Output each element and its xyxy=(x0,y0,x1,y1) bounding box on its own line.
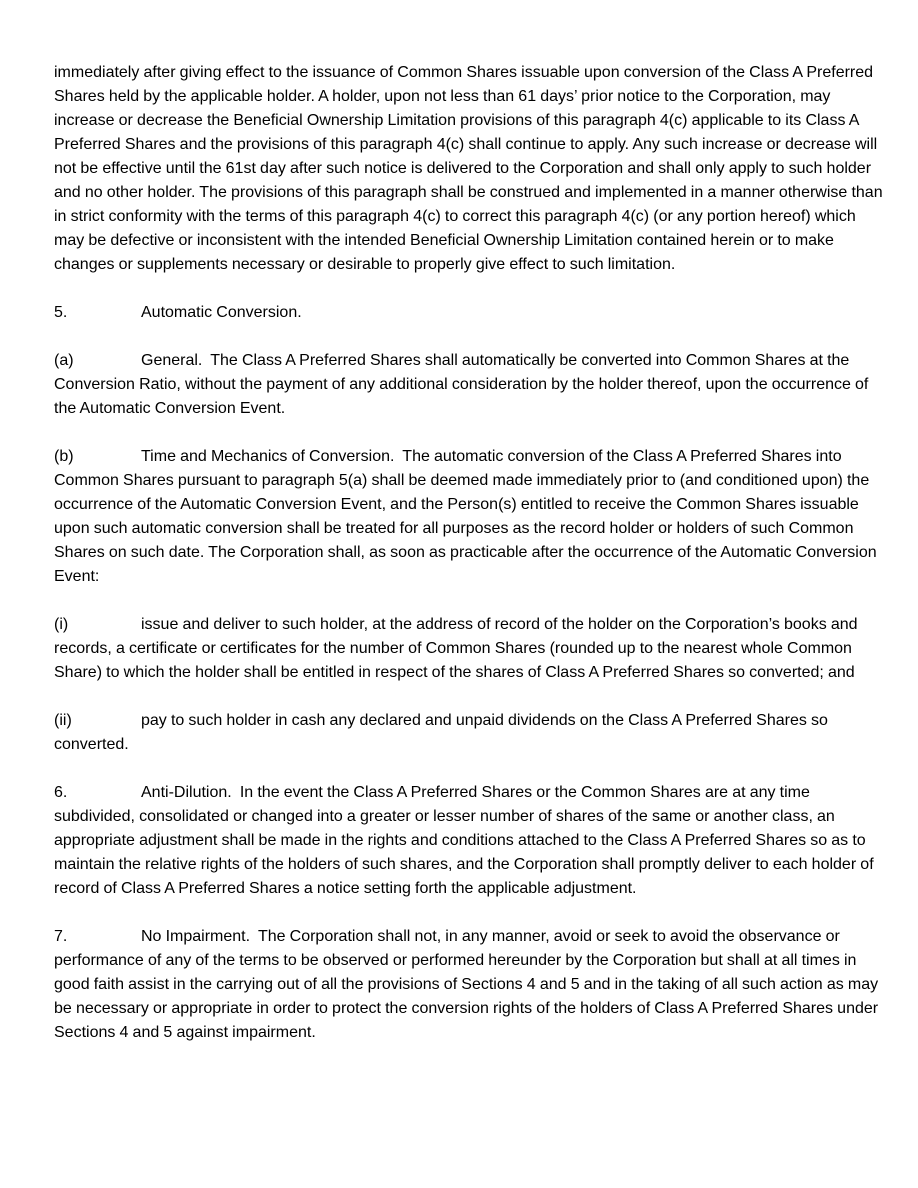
subsection-title: Time and Mechanics of Conversion. xyxy=(141,448,395,465)
section-5-heading xyxy=(54,301,888,325)
subsection-title: General. xyxy=(141,352,203,369)
item-body: pay to such holder in cash any declared and unpaid dividends on the Class A Preferred Shares so converted. xyxy=(54,712,828,753)
section-5b-i-paragraph xyxy=(54,613,888,685)
subsection-label: (a) xyxy=(54,352,74,369)
subsection-body: The Class A Preferred Shares shall automatically be converted into Common Shares at the Conversion Ratio, without the payment of any additional consideration by the holder thereof, upon the occurrence of the Automatic Conversion Event. xyxy=(54,352,869,417)
section-number: 6. xyxy=(54,784,68,801)
subsection-body: The automatic conversion of the Class A Preferred Shares into Common Shares pursuant to paragraph 5(a) shall be deemed made immediately prior to (and conditioned upon) the occurrence of the Automatic Conversion Event, and the Person(s) entitled to receive the Common Shares issuable upon such automatic conversion shall be treated for all purposes as the record holder or holders of such Common Shares on such date. The Corporation shall, as soon as practicable after the occurrence of the Automatic Conversion Event: xyxy=(54,448,877,585)
item-label: (i) xyxy=(54,616,69,633)
section-6-paragraph xyxy=(54,781,888,901)
section-body: The Corporation shall not, in any manner, avoid or seek to avoid the observance or performance of any of the terms to be observed or performed hereunder by the Corporation but shall at all times in good faith assist in the carrying out of all the provisions of Sections 4 and 5 and in the taking of all such action as may be necessary or appropriate in order to protect the conversion rights of the holders of Class A Preferred Shares under Sections 4 and 5 against impairment. xyxy=(54,928,879,1041)
section-number: 5. xyxy=(54,304,68,321)
section-7-paragraph xyxy=(54,925,888,1045)
section-5a-paragraph xyxy=(54,349,888,421)
item-label: (ii) xyxy=(54,712,72,729)
item-body: issue and deliver to such holder, at the address of record of the holder on the Corporation’s books and records, a certificate or certificates for the number of Common Shares (rounded up to the nearest whole Common Share) to which the holder shall be entitled in respect of the shares of Class A Preferred Shares so converted; and xyxy=(54,616,858,681)
subsection-label: (b) xyxy=(54,448,74,465)
section-5b-paragraph xyxy=(54,445,888,589)
section-title: Anti-Dilution. xyxy=(141,784,232,801)
section-title: No Impairment. xyxy=(141,928,251,945)
section-body: In the event the Class A Preferred Shares or the Common Shares are at any time subdivided, consolidated or changed into a greater or lesser number of shares of the same or another class, an appropriate adjustment shall be made in the rights and conditions attached to the Class A Preferred Shares so as to maintain the relative rights of the holders of such shares, and the Corporation shall promptly deliver to each holder of record of Class A Preferred Shares a notice setting forth the applicable adjustment. xyxy=(54,784,874,897)
intro-paragraph: immediately after giving effect to the issuance of Common Shares issuable upon conversion of the Class A Preferred Shares held by the applicable holder. A holder, upon not less than 61 days’ prior notice to the Corporation, may increase or decrease the Beneficial Ownership Limitation provisions of this paragraph 4(c) applicable to its Class A Preferred Shares and the provisions of this paragraph 4(c) shall continue to apply. Any such increase or decrease will not be effective until the 61st day after such notice is delivered to the Corporation and shall only apply to such holder and no other holder. The provisions of this paragraph shall be construed and implemented in a manner otherwise than in strict conformity with the terms of this paragraph 4(c) to correct this paragraph 4(c) (or any portion hereof) which may be defective or inconsistent with the intended Beneficial Ownership Limitation contained herein or to make changes or supplements necessary or desirable to properly give effect to such limitation. xyxy=(54,64,883,273)
section-title: Automatic Conversion. xyxy=(141,304,302,321)
section-number: 7. xyxy=(54,928,68,945)
section-5b-ii-paragraph xyxy=(54,709,888,757)
